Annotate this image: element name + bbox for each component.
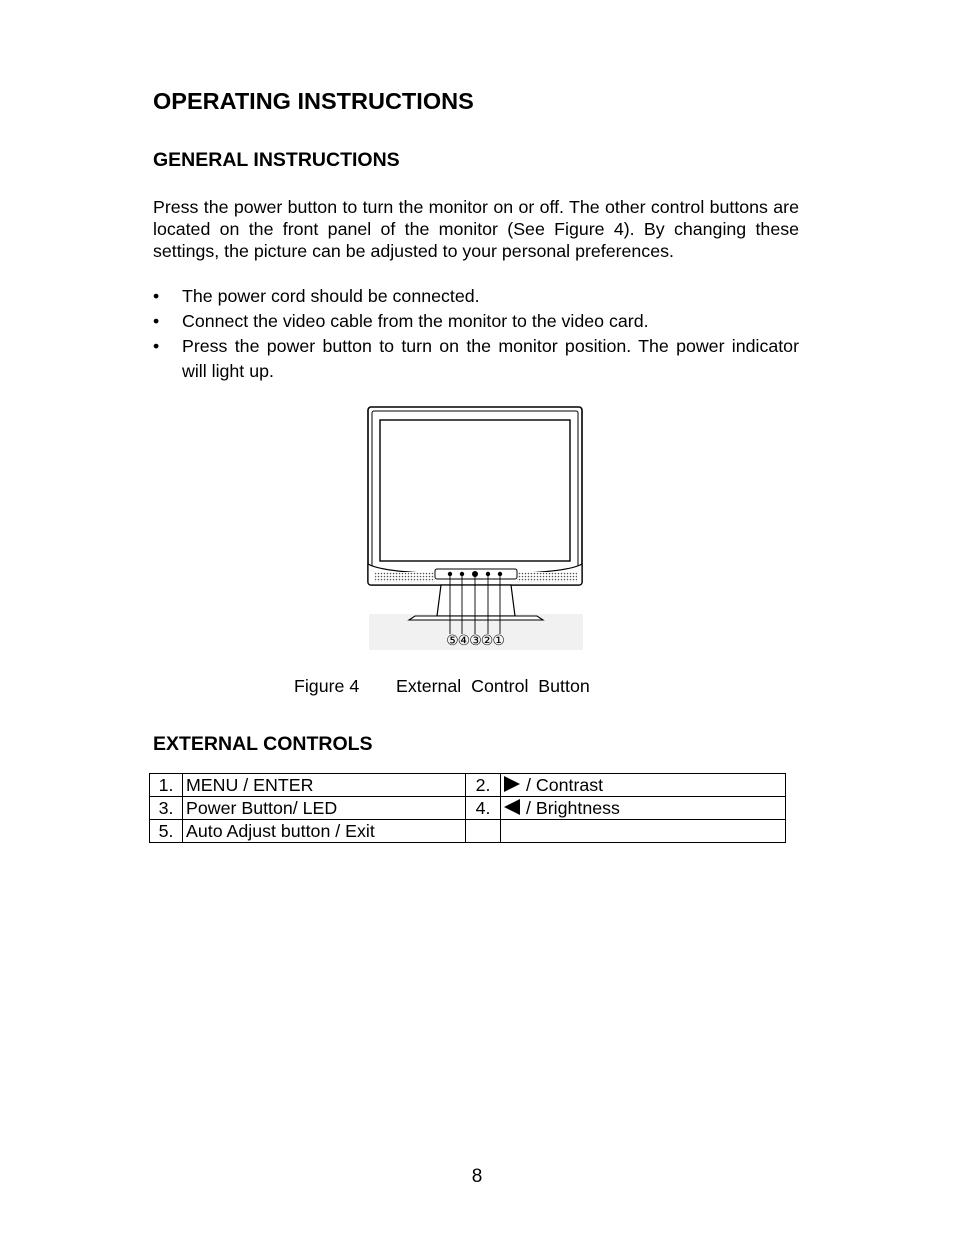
control-label: / Brightness xyxy=(526,798,620,818)
control-number: 5. xyxy=(150,820,183,843)
control-label: / Contrast xyxy=(526,775,604,795)
bullet-icon: • xyxy=(153,336,160,356)
bullet-icon: • xyxy=(153,286,160,306)
control-number: 1. xyxy=(150,774,183,797)
control-number: 3. xyxy=(150,797,183,820)
monitor-illustration xyxy=(365,404,587,652)
list-item-text: Connect the video cable from the monitor to the video card. xyxy=(182,311,649,331)
control-label: MENU / ENTER xyxy=(183,774,466,797)
figure-caption-text: External Control Button xyxy=(396,676,590,696)
control-label xyxy=(501,820,786,843)
callout-numbers: ⑤④③②① xyxy=(446,633,504,649)
external-controls-heading: EXTERNAL CONTROLS xyxy=(153,733,373,755)
general-instructions-heading: GENERAL INSTRUCTIONS xyxy=(153,149,400,171)
list-item-text: Press the power button to turn on the monitor position. The power indicator will light up. xyxy=(182,336,799,381)
list-item xyxy=(153,334,799,384)
control-label: Auto Adjust button / Exit xyxy=(183,820,466,843)
control-label-cell xyxy=(501,797,786,820)
page-title: OPERATING INSTRUCTIONS xyxy=(153,88,474,114)
control-number xyxy=(466,820,501,843)
monitor-figure xyxy=(365,404,587,652)
figure-caption-number: Figure 4 xyxy=(294,676,360,696)
table-row xyxy=(150,820,786,843)
list-item-text: The power cord should be connected. xyxy=(182,286,480,306)
external-controls-table xyxy=(149,773,786,843)
table-row xyxy=(150,797,786,820)
right-triangle-icon xyxy=(504,776,520,792)
control-number: 4. xyxy=(466,797,501,820)
left-triangle-icon xyxy=(504,799,520,815)
table-row xyxy=(150,774,786,797)
list-item xyxy=(153,309,799,334)
control-label-cell xyxy=(501,774,786,797)
control-number: 2. xyxy=(466,774,501,797)
list-item xyxy=(153,284,799,309)
general-instructions-paragraph: Press the power button to turn the monitor on or off. The other control buttons are located on the front panel of the monitor (See Figure 4). By changing these settings, the picture can be adjusted to your personal preferences. xyxy=(153,197,799,261)
page-number: 8 xyxy=(471,1166,483,1187)
control-label: Power Button/ LED xyxy=(183,797,466,820)
bullet-icon: • xyxy=(153,311,160,331)
instruction-list xyxy=(153,284,799,384)
